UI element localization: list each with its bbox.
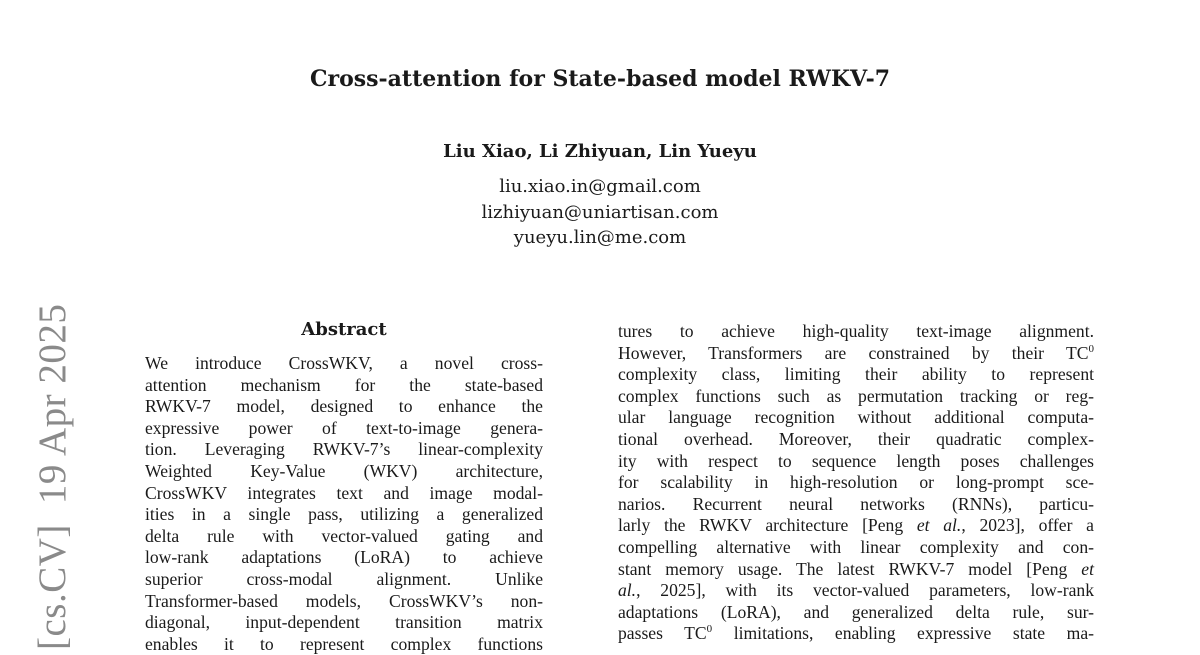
abstract-line: We introduce CrossWKV, a novel cross- xyxy=(145,353,543,373)
citation-etal: et al. xyxy=(916,515,962,536)
abstract-line: enables it to represent complex functions xyxy=(145,633,543,654)
introduction-body xyxy=(618,321,1094,645)
intro-line: passes $TC^0$ limitations, enabling expressive state ma- xyxy=(618,623,1094,644)
citation-etal: et xyxy=(1081,558,1094,579)
intro-line: tures to achieve high-quality text-image alignment. xyxy=(618,321,1094,341)
intro-line: ity with respect to sequence length poses challenges xyxy=(618,450,1094,471)
intro-line: complexity class, limiting their ability to represent xyxy=(618,364,1094,385)
arxiv-identifier xyxy=(30,304,75,650)
arxiv-date: 19 Apr 2025 xyxy=(31,303,74,505)
intro-line: al., 2025], with its vector-valued parameters, low-rank xyxy=(618,580,1094,601)
intro-line: adaptations (LoRA), and generalized delta rule, sur- xyxy=(618,601,1094,622)
abstract-line: diagonal, input-dependent transition matrix xyxy=(145,612,543,633)
abstract-line: RWKV-7 model, designed to enhance the xyxy=(145,396,543,417)
abstract-line: superior cross-modal alignment. Unlike xyxy=(145,568,543,589)
intro-line: for scalability in high-resolution or long-prompt sce- xyxy=(618,472,1094,493)
abstract-line: expressive power of text-to-image genera- xyxy=(145,417,543,438)
arxiv-category: [cs.CV] xyxy=(31,524,74,650)
abstract-body xyxy=(145,353,543,655)
abstract-heading: Abstract xyxy=(301,319,387,340)
abstract-line: delta rule with vector-valued gating and xyxy=(145,525,543,546)
paper-title: Cross-attention for State-based model RWKV-7 xyxy=(309,66,891,92)
author-emails xyxy=(0,174,1200,251)
author-list: Liu Xiao, Li Zhiyuan, Lin Yueyu xyxy=(443,141,757,162)
abstract-line: tion. Leveraging RWKV-7’s linear-complexity xyxy=(145,439,543,460)
abstract-line: Weighted Key-Value (WKV) architecture, xyxy=(145,460,543,481)
intro-line: However, Transformers are constrained by their $TC^0$ xyxy=(618,342,1094,363)
abstract-line: attention mechanism for the state-based xyxy=(145,374,543,395)
author-email: liu.xiao.in@gmail.com xyxy=(499,176,701,197)
abstract-line: CrossWKV integrates text and image modal- xyxy=(145,482,543,503)
intro-line: ular language recognition without additional computa- xyxy=(618,407,1094,428)
intro-line: complex functions such as permutation tracking or reg- xyxy=(618,385,1094,406)
intro-line: stant memory usage. The latest RWKV-7 model [Peng et xyxy=(618,558,1094,579)
author-email: lizhiyuan@uniartisan.com xyxy=(481,201,719,223)
tc0-superscript: 0 xyxy=(1088,342,1094,355)
intro-line: larly the RWKV architecture [Peng et al., 2023], offer a xyxy=(618,515,1094,536)
author-email: yueyu.lin@me.com xyxy=(513,227,687,248)
citation-etal: al. xyxy=(618,580,637,601)
abstract-line: low-rank adaptations (LoRA) to achieve xyxy=(145,547,543,568)
intro-line: tional overhead. Moreover, their quadratic complex- xyxy=(618,428,1094,449)
tc0-superscript: 0 xyxy=(706,623,713,636)
abstract-line: Transformer-based models, CrossWKV’s non- xyxy=(145,590,543,611)
intro-line: narios. Recurrent neural networks (RNNs), particu- xyxy=(618,493,1094,514)
intro-line: compelling alternative with linear complexity and con- xyxy=(618,536,1094,557)
abstract-line: ities in a single pass, utilizing a generalized xyxy=(145,504,543,525)
